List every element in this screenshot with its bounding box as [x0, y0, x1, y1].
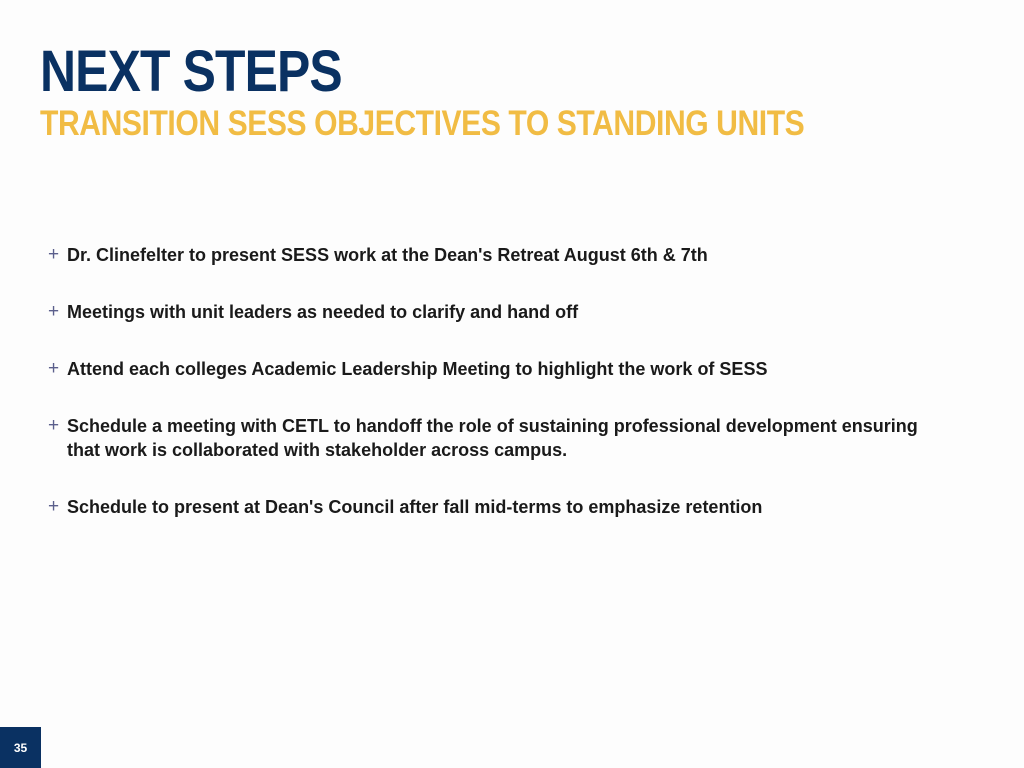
- bullet-text: Dr. Clinefelter to present SESS work at the Dean's Retreat August 6th & 7th: [67, 245, 708, 265]
- bullet-text: Meetings with unit leaders as needed to clarify and hand off: [67, 302, 579, 322]
- bullet-list: [48, 243, 948, 552]
- bullet-item: [48, 414, 948, 462]
- slide-subtitle: TRANSITION SESS OBJECTIVES TO STANDING UNITS: [40, 104, 805, 143]
- bullet-item: [48, 357, 948, 381]
- bullet-text: Attend each colleges Academic Leadership Meeting to highlight the work of SESS: [67, 359, 768, 379]
- bullet-text: Schedule to present at Dean's Council after fall mid-terms to emphasize retention: [67, 497, 763, 517]
- plus-icon: +: [48, 301, 60, 322]
- plus-icon: +: [48, 358, 60, 379]
- plus-icon: +: [48, 415, 60, 436]
- bullet-item: [48, 243, 948, 267]
- bullet-item: [48, 495, 948, 519]
- plus-icon: +: [48, 496, 60, 517]
- slide-title: NEXT STEPS: [40, 39, 342, 104]
- bullet-item: [48, 300, 948, 324]
- page-number-badge: [0, 727, 41, 768]
- bullet-text: Schedule a meeting with CETL to handoff the role of sustaining professional development ensuring that work is collaborated with stakeholder across campus.: [67, 416, 918, 460]
- plus-icon: +: [48, 244, 60, 265]
- page-number: 35: [13, 740, 28, 755]
